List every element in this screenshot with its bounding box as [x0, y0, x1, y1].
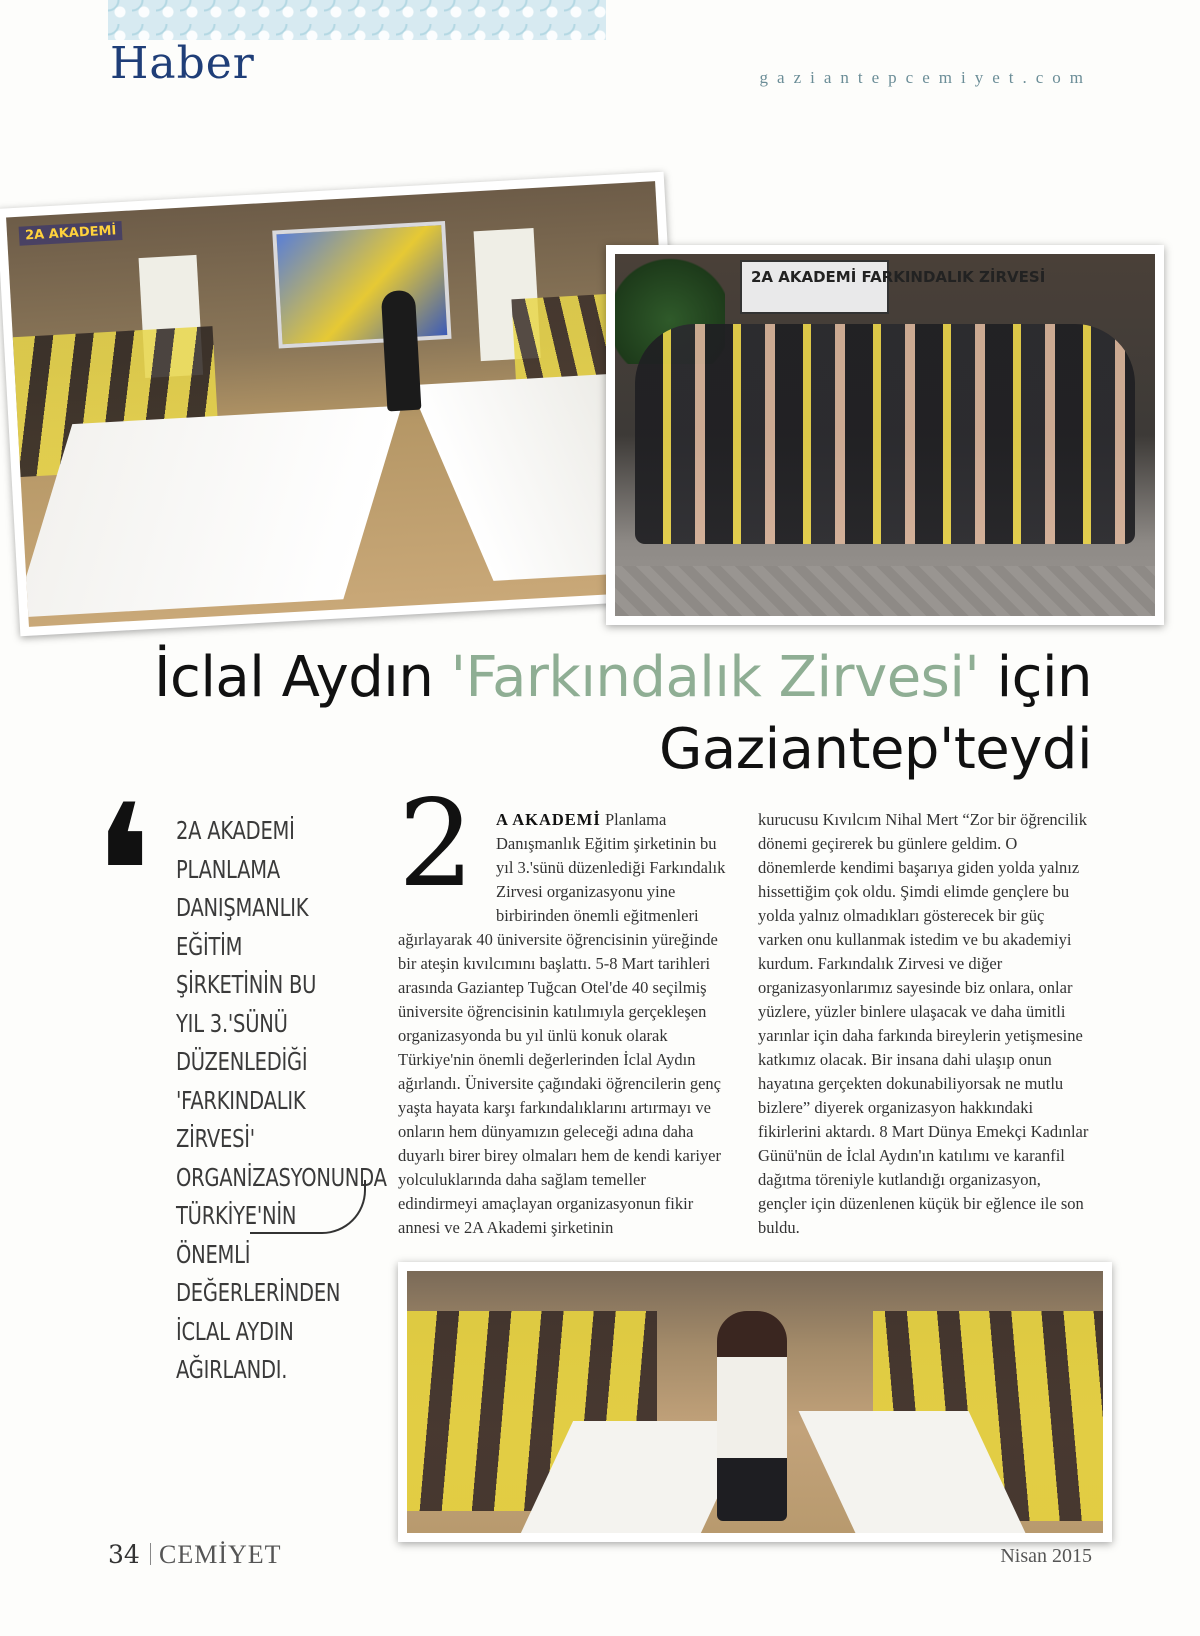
article-column-a-top [496, 808, 726, 928]
table-left [14, 406, 402, 618]
photo-seminar-room [0, 172, 687, 637]
article-column-b: kurucusu Kıvılcım Nihal Mert “Zor bir öğrencilik dönemi geçirerek bu günlere geldim. O dönemlerde kendimi başarıya giden yolda yalnız hissettiğim çok oldu. Şimdi elimde gençlere bu yolda yalnız olmadıkları gösterecek bir güç varken onu kullanmak istedim ve bu akademiyi kurdum. Farkındalık Zirvesi ve diğer organizasyonlarımız sayesinde biz onlara, onlar yüzlere, yüzler binlere ulaşacak ve daha ümitli yarınlar için daha farkında bireylerin yetişmesine katkımız olacak. Bir insana dahi ulaşıp onun hayatına gerçekten dokunabiliyorsak ne mutlu bizlere” diyerek organizasyon hakkındaki fikirlerini aktardı. 8 Mart Dünya Emekçi Kadınlar Günü'nün de İclal Aydın'ın katılımı ve karanfil dağıtma töreniyle kutlandığı organizasyon, gençler için düzenlenen küçük bir eğlence ile son buldu. [758, 810, 1089, 1237]
issue-date: Nisan 2015 [1000, 1545, 1092, 1567]
section-label: Haber [110, 38, 255, 89]
photo-group [606, 245, 1164, 625]
column-a-top-text: Planlama Danışmanlık Eğitim şirketinin bu yıl 3.'sünü düzenlediği Farkındalık Zirvesi organizasyonu yine birbirinden önemli eğitmenleri [496, 810, 726, 925]
lead-word: A AKADEMİ [496, 810, 601, 829]
projector-screen [272, 221, 451, 348]
quote-mark-icon: ❛ [92, 764, 154, 985]
pull-quote-rule [250, 1180, 366, 1234]
headline-part2: için [979, 645, 1092, 710]
guest-figure [717, 1311, 787, 1521]
pavement [615, 566, 1155, 616]
headline-accent: 'Farkındalık Zirvesi' [450, 645, 980, 710]
photo2-sign-text: 2A AKADEMİ FARKINDALIK ZİRVESİ [751, 268, 1046, 286]
photo1-sign-text: 2A AKADEMİ [19, 221, 123, 246]
article-headline [108, 642, 1092, 786]
page-number: 34 [108, 1540, 140, 1569]
header-ornament [108, 0, 606, 40]
headline-part1: İclal Aydın [154, 645, 451, 710]
pull-quote: 2A AKADEMİ PLANLAMA DANIŞMANLIK EĞİTİM ŞİRKETİNİN BU YIL 3.'SÜNÜ DÜZENLEDİĞİ 'FARKINDALIK ZİRVESİ' ORGANİZASYONUNDA TÜRKİYE'NİN ÖNEMLİ DEĞERLERİNDEN İCLAL AYDIN AĞIRLANDI. [176, 816, 387, 1384]
article-column-a: ağırlayarak 40 üniversite öğrencisinin yüreğinde bir ateşin kıvılcımını başlattı. 5-8 Mart tarihleri arasında Gaziantep Tuğcan Otel'de 40 seçilmiş üniversite öğrencisinin katılımıyla gerçekleşen organizasyonda bu yıl ünlü konuk olarak Türkiye'nin önemli değerlerinden İclal Aydın ağırlandı. Üniversite çağındaki öğrencilerin genç yaşta hayata karşı farkındalıklarını artırmayı ve onların hem dünyamızın geleceği adına daha duyarlı birer birey olmaları hem de kendi kariyer yolculuklarında daha sağlam temeller edindirmeyi amaçlayan organizasyonun fikir annesi ve 2A Akademi şirketinin [398, 930, 721, 1237]
speaker-figure [381, 290, 422, 412]
headline-line2: Gaziantep'teydi [659, 717, 1092, 782]
drop-cap: 2 [398, 775, 475, 914]
group-of-students [635, 324, 1135, 544]
magazine-name: CEMİYET [150, 1540, 282, 1570]
site-url[interactable]: gaziantepcemiyet.com [759, 68, 1092, 87]
photo-carnation-ceremony [398, 1262, 1112, 1542]
